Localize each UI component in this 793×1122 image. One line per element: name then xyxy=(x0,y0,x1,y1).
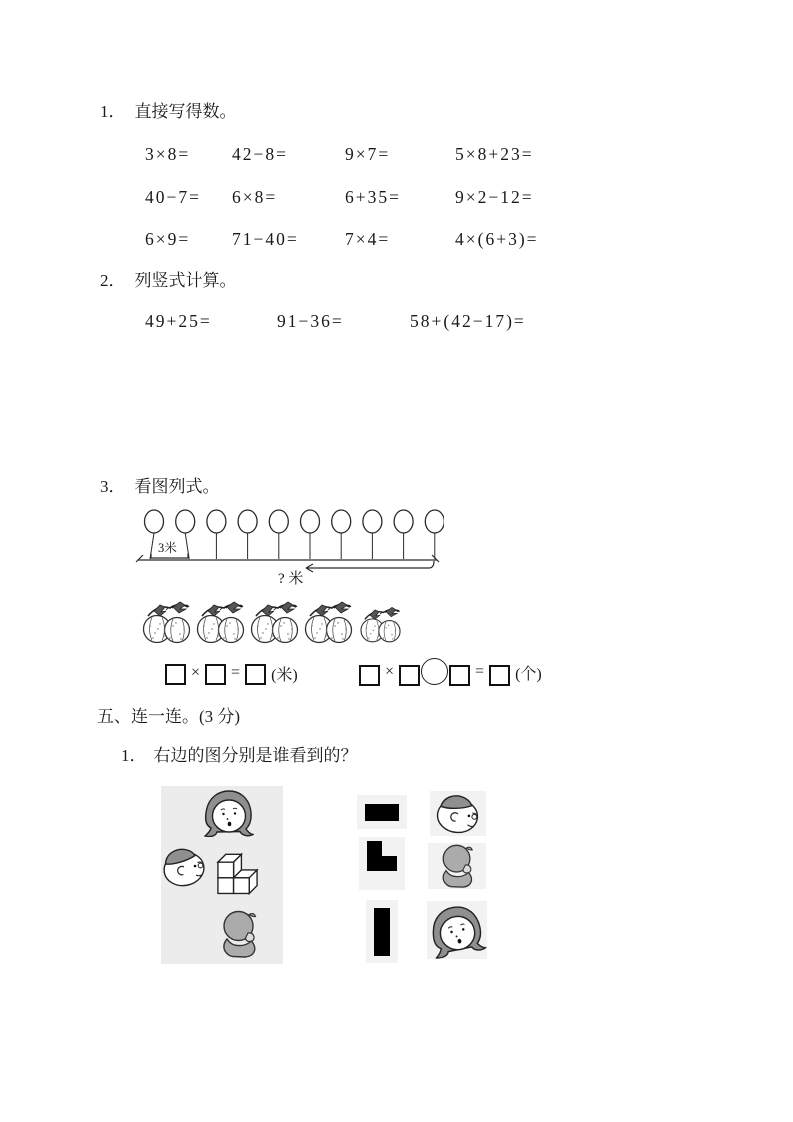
match-left-panel xyxy=(161,786,283,964)
math-problem: 58+(42−17)= xyxy=(410,311,526,331)
math-problem: 6×8= xyxy=(232,187,278,207)
balloon xyxy=(425,510,444,533)
answer-box xyxy=(359,665,380,686)
section-5-subquestion xyxy=(121,746,358,766)
answer-box xyxy=(205,664,226,685)
match-face-3 xyxy=(427,901,487,959)
equals-operator: = xyxy=(231,664,241,681)
section-1-text: 直接写得数。 xyxy=(134,102,237,121)
section-1-number: 1． xyxy=(100,102,126,121)
math-problem: 3×8= xyxy=(145,144,191,164)
section-5-title xyxy=(97,707,240,727)
answer-box xyxy=(449,665,470,686)
multiply-operator: × xyxy=(385,662,395,680)
view-shape-side xyxy=(366,900,398,963)
section-3-number: 3． xyxy=(100,477,126,496)
pumpkin-group xyxy=(361,607,400,641)
balloon xyxy=(145,510,164,533)
balloon xyxy=(394,510,413,533)
pumpkin-group xyxy=(252,602,298,643)
boy-profile-illustration xyxy=(430,787,485,839)
math-problem: 6×9= xyxy=(145,229,191,249)
multiply-operator: × xyxy=(191,664,201,681)
pumpkin-group xyxy=(144,602,190,643)
girl-face-illustration xyxy=(204,789,254,837)
section-5-text: 连一连。(3 分) xyxy=(131,707,241,726)
operator-circle xyxy=(421,658,448,685)
cube-blocks-illustration xyxy=(215,842,260,897)
math-problem: 7×4= xyxy=(345,229,391,249)
pumpkin-row xyxy=(144,602,401,643)
two-squares-horizontal-shape xyxy=(364,803,400,822)
subquestion-text: 右边的图分别是谁看到的？ xyxy=(153,746,358,765)
answer-box xyxy=(489,665,510,686)
pumpkin-figure xyxy=(140,596,412,650)
section-3-text: 看图列式。 xyxy=(134,477,220,496)
answer-box xyxy=(245,664,266,685)
section-3-title xyxy=(100,477,220,497)
math-problem: 9×2−12= xyxy=(455,187,534,207)
math-problem: 91−36= xyxy=(277,311,344,331)
balloon xyxy=(269,510,288,533)
girl-face-illustration xyxy=(427,901,487,959)
section-2-number: 2． xyxy=(100,271,126,290)
section-2-text: 列竖式计算。 xyxy=(134,271,237,290)
gap-distance-label: 3米 xyxy=(158,541,177,555)
section-1-title xyxy=(100,102,237,122)
child-back-illustration xyxy=(218,908,260,960)
unit-label: (个) xyxy=(515,665,542,683)
math-problem: 5×8+23= xyxy=(455,144,534,164)
math-problem: 4×(6+3)= xyxy=(455,229,539,249)
math-problem: 40−7= xyxy=(145,187,201,207)
view-shape-top xyxy=(357,795,407,829)
answer-box xyxy=(399,665,420,686)
balloon-row xyxy=(145,510,445,559)
section-2-title xyxy=(100,271,237,291)
subquestion-number: 1． xyxy=(121,746,147,765)
pumpkin-group xyxy=(306,602,352,643)
match-face-1 xyxy=(430,791,486,836)
math-problem: 71−40= xyxy=(232,229,299,249)
view-shape-front xyxy=(359,837,405,890)
math-problem: 6+35= xyxy=(345,187,401,207)
balloon xyxy=(238,510,257,533)
formula-balloons xyxy=(162,662,298,685)
boy-profile-illustration xyxy=(162,846,206,888)
balloon xyxy=(332,510,351,533)
child-back-illustration xyxy=(437,843,477,889)
unit-label: (米) xyxy=(271,667,298,684)
three-squares-vertical-shape xyxy=(373,907,391,956)
balloon xyxy=(176,510,195,533)
match-face-2 xyxy=(428,843,486,889)
balloon xyxy=(301,510,320,533)
formula-pumpkins xyxy=(356,658,542,686)
balloon xyxy=(363,510,382,533)
balloon-figure xyxy=(132,508,444,590)
math-problem: 42−8= xyxy=(232,144,288,164)
equals-operator: = xyxy=(475,662,485,680)
section-5-number: 五、 xyxy=(97,707,131,726)
math-problem: 49+25= xyxy=(145,311,212,331)
math-problem: 9×7= xyxy=(345,144,391,164)
balloon xyxy=(207,510,226,533)
total-distance-label: ? 米 xyxy=(278,571,304,587)
pumpkin-group xyxy=(198,602,244,643)
answer-box xyxy=(165,664,186,685)
l-shape-squares xyxy=(366,840,398,887)
